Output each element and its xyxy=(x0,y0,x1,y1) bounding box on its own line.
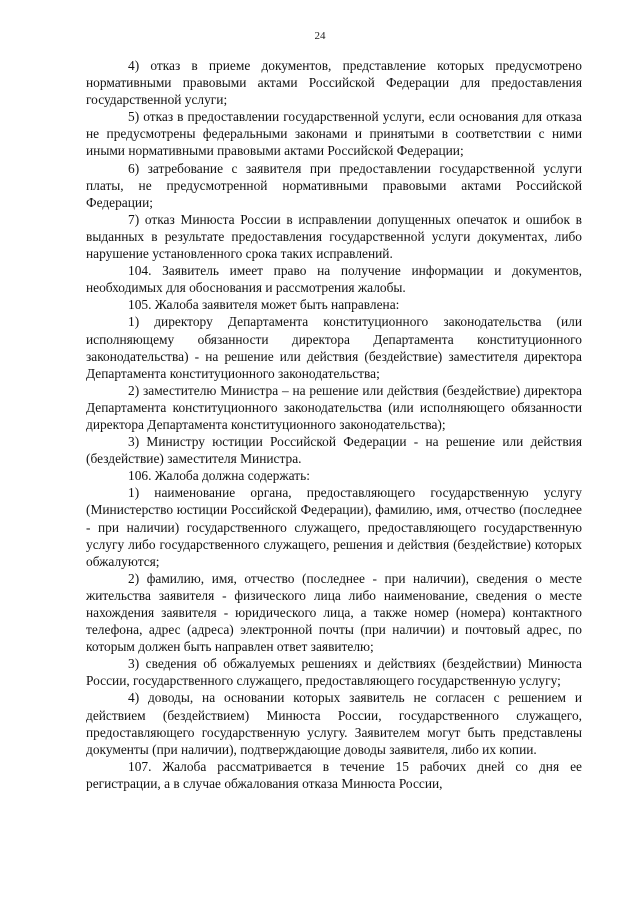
item-5-refusal-service: 5) отказ в предоставлении государственной услуги, если основания для отказа не предусмотрены федеральными законами и принятыми в соответствии с ними иными нормативными правовыми актами Российской Федерации; xyxy=(86,109,582,159)
clause-106-item-4: 4) доводы, на основании которых заявитель не согласен с решением и действием (бездействием) Минюста России, государственного служащего, предоставляющего государственную услугу. Заявителем могут быть представлены документы (при наличии), подтверждающие доводы заявителя, либо их копии. xyxy=(86,690,582,757)
clause-106-item-3: 3) сведения об обжалуемых решениях и действиях (бездействии) Минюста России, государственного служащего, предоставляющего государственную услугу; xyxy=(86,656,582,689)
document-body xyxy=(86,57,582,792)
clause-105: 105. Жалоба заявителя может быть направлена: xyxy=(128,297,400,313)
item-4-refusal-documents: 4) отказ в приеме документов, представление которых предусмотрено нормативными правовыми актами Российской Федерации для предоставления государственной услуги; xyxy=(86,58,582,108)
clause-105-item-1: 1) директору Департамента конституционного законодательства (или исполняющему обязанности директора Департамента конституционного законодательства) - на решение или действия (бездействие) заместителя директора Департамента конституционного законодательства; xyxy=(86,314,582,381)
item-6-fee-demand: 6) затребование с заявителя при предоставлении государственной услуги платы, не предусмотренной нормативными правовыми актами Российской Федерации; xyxy=(86,160,582,210)
clause-105-item-2: 2) заместителю Министра – на решение или действия (бездействие) директора Департамента конституционного законодательства (или исполняющего обязанности директора Департамента конституционного законодательства); xyxy=(86,382,582,432)
clause-104: 104. Заявитель имеет право на получение информации и документов, необходимых для обоснования и рассмотрения жалобы. xyxy=(86,263,582,296)
item-7-refusal-corrections: 7) отказ Минюста России в исправлении допущенных опечаток и ошибок в выданных в результате предоставления государственной услуги документах, либо нарушение установленного срока таких исправлений. xyxy=(86,211,582,262)
clause-105-item-3: 3) Министру юстиции Российской Федерации - на решение или действия (бездействие) заместителя Министра. xyxy=(86,434,582,467)
clause-106: 106. Жалоба должна содержать: xyxy=(128,468,310,484)
clause-107: 107. Жалоба рассматривается в течение 15 рабочих дней со дня ее регистрации, а в случае обжалования отказа Минюста России, xyxy=(86,758,582,791)
clause-106-item-2: 2) фамилию, имя, отчество (последнее - при наличии), сведения о месте жительства заявителя - физического лица либо наименование, сведения о месте нахождения заявителя - юридического лица, а также номер (номера) контактного телефона, адрес (адреса) электронной почты (при наличии) и почтовый адрес, по которым должен быть направлен ответ заявителю; xyxy=(86,570,582,655)
clause-106-item-1: 1) наименование органа, предоставляющего государственную услугу (Министерство юстиции Российской Федерации), фамилию, имя, отчество (последнее - при наличии) государственного служащего, предоставляющего государственную услугу либо государственного служащего, решения и действия (бездействие) которых обжалуются; xyxy=(86,485,582,569)
page-number: 24 xyxy=(314,30,326,42)
